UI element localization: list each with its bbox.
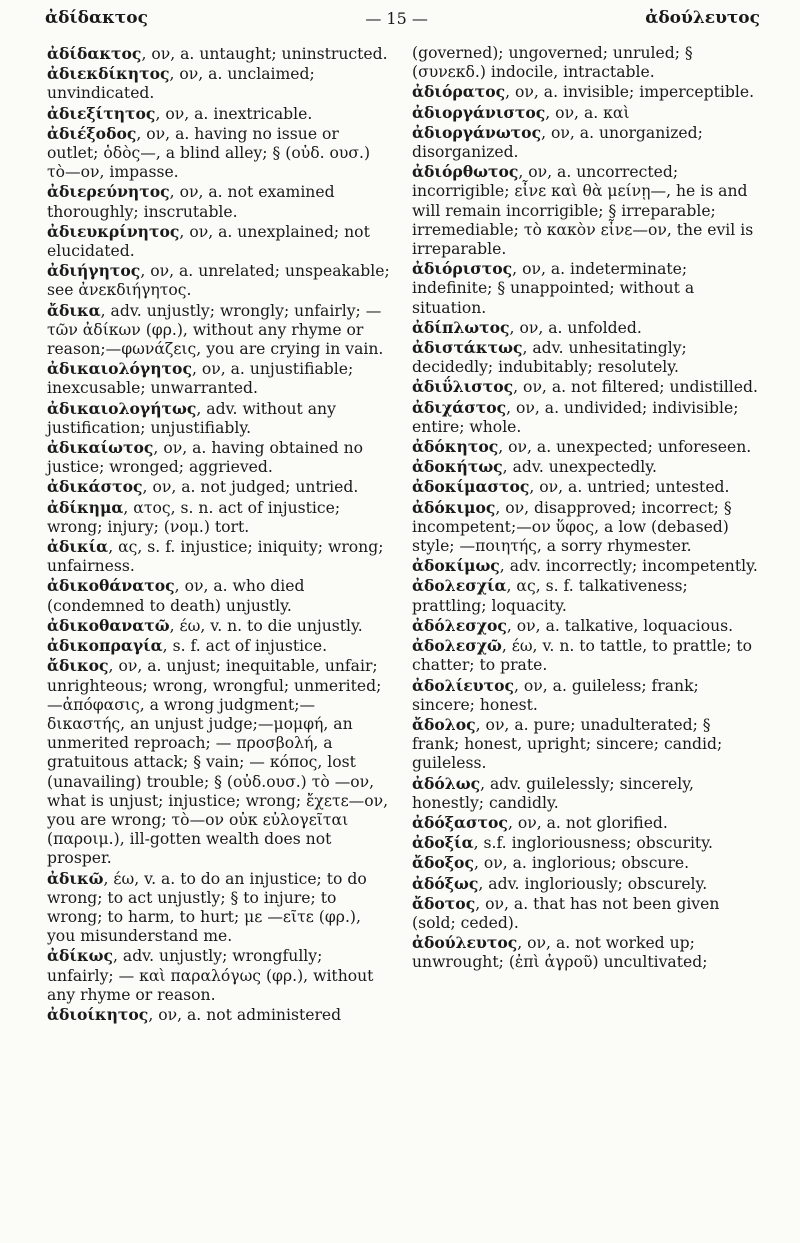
entry-definition: , ας, s. f. injustice; iniquity; wrong; unfairness. <box>47 538 384 576</box>
dictionary-entry <box>47 656 392 868</box>
entry-definition: , ον, a. that has not been given (sold; ceded). <box>412 894 720 932</box>
dictionary-entry <box>47 946 392 1005</box>
entry-headword: ἀδικαίωτος <box>47 438 154 458</box>
entry-definition: , adv. guilelessly; sincerely, honestly; candidly. <box>412 774 694 812</box>
dictionary-entry <box>412 259 760 318</box>
dictionary-entry <box>412 676 760 715</box>
entry-headword: ἄδικος <box>47 656 109 676</box>
page-number: — 15 — <box>365 9 428 29</box>
entry-definition: , ον, a. untried; untested. <box>529 478 730 497</box>
dictionary-entry <box>412 636 760 675</box>
entry-headword: ἀδοκίμως <box>412 556 500 576</box>
entry-headword: ἄδολος <box>412 714 476 734</box>
entry-headword: ἀδόλεσχος <box>412 615 507 635</box>
dictionary-entry <box>412 398 760 437</box>
entry-headword: ἀδιερεύνητος <box>47 182 170 202</box>
entry-definition: , έω, v. n. to die unjustly. <box>169 616 363 635</box>
entry-headword: ἀδιΰλιστος <box>412 377 514 397</box>
entry-headword: ἀδόλως <box>412 773 481 793</box>
entry-headword: ἀδιοργάνιστος <box>412 102 546 122</box>
dictionary-entry <box>412 437 760 457</box>
dictionary-entry <box>47 498 392 537</box>
dictionary-entry <box>47 222 392 261</box>
entry-definition: , ον, a. not glorified. <box>507 813 668 832</box>
entry-definition: , ον, a. pure; unadulterated; § frank; honest, upright; sincere; candid; guileless. <box>412 715 723 773</box>
entry-headword: ἀδιεξίτητος <box>47 103 156 123</box>
entry-definition: , ον, a. having no issue or outlet; ὁδὸς—, a blind alley; § (οὐδ. ουσ.) τὸ—ον, impasse. <box>47 124 371 182</box>
entry-headword: ἀδόκιμος <box>412 497 496 517</box>
entry-headword: ἀδικοπραγία <box>47 636 163 656</box>
entry-headword: ἀδιόριστος <box>412 259 513 279</box>
dictionary-entry <box>47 1005 392 1025</box>
entry-definition: , ον, a. guileless; frank; sincere; honest. <box>412 676 699 714</box>
dictionary-entry <box>412 123 760 162</box>
entry-definition: (governed); ungoverned; unruled; § (συνεκδ.) indocile, intractable. <box>412 44 693 82</box>
entry-headword: ἀδικαιολόγητος <box>47 359 192 379</box>
dictionary-entry <box>47 537 392 576</box>
dictionary-entry <box>47 124 392 183</box>
dictionary-entry <box>412 715 760 774</box>
dictionary-entry <box>412 318 760 338</box>
entry-headword: ἀδικαιολογήτως <box>47 398 197 418</box>
entry-headword: ἀδίπλωτος <box>412 317 510 337</box>
dictionary-entry <box>412 616 760 636</box>
dictionary-entry <box>412 853 760 873</box>
entry-headword: ἀδόκητος <box>412 437 499 457</box>
dictionary-entry <box>47 616 392 636</box>
entry-definition: , adv. unhesitatingly; decidedly; indubitably; resolutely. <box>412 339 687 377</box>
entry-definition: , ον, a. not examined thoroughly; inscrutable. <box>47 183 335 221</box>
dictionary-entry <box>47 261 392 300</box>
entry-headword: ἀδίκως <box>47 946 113 966</box>
header-right-guide-word: ἀδούλευτος <box>645 8 760 29</box>
entry-definition: , ον, a. untaught; uninstructed. <box>141 45 388 63</box>
dictionary-entry <box>412 774 760 813</box>
dictionary-entry <box>412 556 760 576</box>
entry-definition: , ον, a. having obtained no justice; wronged; aggrieved. <box>47 439 364 477</box>
dictionary-entry <box>412 813 760 833</box>
entry-headword: ἄδοτος <box>412 893 476 913</box>
entry-definition: , ον, a. unexpected; unforeseen. <box>498 438 752 457</box>
dictionary-entry <box>47 399 392 438</box>
entry-headword: ἀδοκίμαστος <box>412 477 530 497</box>
dictionary-entry <box>412 82 760 102</box>
dictionary-entry <box>47 438 392 477</box>
dictionary-entry <box>47 44 392 64</box>
dictionary-entry <box>412 894 760 933</box>
entry-definition: , ον, a. inextricable. <box>155 104 313 123</box>
entry-definition: , s. f. act of injustice. <box>162 637 328 656</box>
entry-headword: ἀδικοθανατῶ <box>47 615 170 635</box>
entry-definition: , ον, a. not worked up; unwrought; (ἐπὶ ἀγροῦ) uncultivated; <box>412 934 708 972</box>
entry-definition: , ον, a. unjustifiable; inexcusable; unwarranted. <box>47 360 354 398</box>
entry-definition: , ον, a. unclaimed; unvindicated. <box>47 65 315 103</box>
entry-headword: ἀδιοίκητος <box>47 1004 149 1024</box>
entry-definition: , ον, a. who died (condemned to death) unjustly. <box>47 577 305 615</box>
entry-headword: ἀδιήγητος <box>47 261 141 281</box>
entry-headword: ἄδοξος <box>412 853 474 873</box>
dictionary-entry <box>47 636 392 656</box>
dictionary-entry <box>412 162 760 259</box>
dictionary-entry <box>412 457 760 477</box>
entry-headword: ἀδιόρθωτος <box>412 162 519 182</box>
entry-definition: , ον, a. talkative, loquacious. <box>506 616 734 635</box>
entry-headword: ἀδιστάκτως <box>412 338 523 358</box>
dictionary-entry <box>412 933 760 972</box>
entry-definition: , ον, a. uncorrected; incorrigible; εἶνε καὶ θὰ μείνῃ—, he is and will remain incorrigible; § irreparable; irremediable; τὸ κακὸν εἶνε—ον, the evil is irreparable. <box>412 163 754 259</box>
entry-definition: , ον, disapproved; incorrect; § incompetent;—ον ὕφος, a low (debased) style; —ποιητής, a sorry rhymester. <box>412 498 732 556</box>
entry-definition: , adv. without any justification; unjustifiably. <box>47 399 336 437</box>
entry-definition: , adv. unjustly; wrongly; unfairly; — τῶν ἀδίκων (φρ.), without any rhyme or reason;—φωνάζεις, you are crying in vain. <box>47 301 384 359</box>
entry-definition: , ον, a. undivided; indivisible; entire; whole. <box>412 398 739 436</box>
dictionary-entry <box>47 576 392 615</box>
dictionary-entry <box>47 477 392 497</box>
left-column <box>47 44 392 1025</box>
entry-headword: ἀδοξία <box>412 833 474 853</box>
entry-headword: ἀδίκημα <box>47 497 124 517</box>
header-left-guide-word: ἀδίδακτος <box>45 8 148 29</box>
entry-headword: ἀδιόρατος <box>412 82 506 102</box>
entry-headword: ἀδίδακτος <box>47 44 142 63</box>
entry-headword: ἀδόξαστος <box>412 812 508 832</box>
dictionary-entry <box>412 103 760 123</box>
entry-definition: , ον, a. unjust; inequitable, unfair; unrighteous; wrong, wrongful; unmerited;—ἀπόφασις, a wrong judgment;—δικαστής, an unjust judge;—μομφή, an unmerited reproach; — προσβολή, a gratuitous attack; § vain; — κόπος, lost (unavailing) trouble; § (οὐδ.ουσ.) τὸ —ον, what is unjust; injustice; wrong; ἔχετε—ον, you are wrong; τὸ—ον οὐκ εὐλογεῖται (παροιμ.), ill-gotten wealth does not prosper. <box>47 657 389 868</box>
entry-definition: , ον, a. not filtered; undistilled. <box>513 378 758 397</box>
entry-definition: , ατος, s. n. act of injustice; wrong; injury; (νομ.) tort. <box>47 498 341 536</box>
entry-headword: ἀδιεκδίκητος <box>47 64 170 84</box>
dictionary-entry <box>47 301 392 360</box>
entry-headword: ἀδολεσχία <box>412 576 507 596</box>
dictionary-entry <box>412 477 760 497</box>
entry-definition: , ον, a. not judged; untried. <box>142 478 359 497</box>
entry-definition: , adv. unexpectedly. <box>502 458 657 477</box>
entry-definition: , ας, s. f. talkativeness; prattling; loquacity. <box>412 577 688 615</box>
entry-definition: , ον, a. inglorious; obscure. <box>473 854 690 873</box>
entry-definition: , ον, a. καὶ <box>545 103 630 122</box>
dictionary-entry <box>47 869 392 947</box>
entry-definition: , έω, v. a. to do an injustice; to do wrong; to act unjustly; § to injure; to wrong; to harm, to hurt; με —εῖτε (φρ.), you misunderstand me. <box>47 869 367 946</box>
entry-definition: , ον, a. not administered <box>148 1005 342 1024</box>
entry-headword: ἀδιοργάνωτος <box>412 122 542 142</box>
entry-definition: , ον, a. invisible; imperceptible. <box>505 83 755 102</box>
entry-definition: , s.f. ingloriousness; obscurity. <box>473 834 713 853</box>
entry-definition: , ον, a. unfolded. <box>509 318 642 337</box>
entry-definition: , ον, a. indeterminate; indefinite; § unappointed; without a situation. <box>412 260 695 317</box>
dictionary-entry <box>412 498 760 557</box>
entry-headword: ἀδικοθάνατος <box>47 576 175 596</box>
dictionary-entry <box>47 104 392 124</box>
entry-headword: ἀδοκήτως <box>412 457 503 477</box>
entry-headword: ἄδικα <box>47 300 101 320</box>
entry-definition: , ον, a. unrelated; unspeakable; see ἀνεκδιήγητος. <box>47 262 390 300</box>
entry-headword: ἀδιέξοδος <box>47 123 137 143</box>
dictionary-entry <box>412 576 760 615</box>
dictionary-entry <box>47 182 392 221</box>
entry-definition: , ον, a. unorganized; disorganized. <box>412 123 703 162</box>
entry-headword: ἀδολεσχῶ <box>412 636 502 656</box>
dictionary-entry <box>47 359 392 398</box>
entry-definition: , έω, v. n. to tattle, to prattle; to chatter; to prate. <box>412 637 753 675</box>
dictionary-entry <box>412 44 760 82</box>
dictionary-entry <box>412 377 760 397</box>
dictionary-entry <box>412 833 760 853</box>
entry-definition: , ον, a. unexplained; not elucidated. <box>47 222 370 261</box>
entry-headword: ἀδόξως <box>412 873 479 893</box>
entry-headword: ἀδιευκρίνητος <box>47 221 180 241</box>
dictionary-entry <box>412 338 760 377</box>
right-column <box>412 44 760 973</box>
entry-headword: ἀδικία <box>47 537 109 557</box>
entry-definition: , adv. ingloriously; obscurely. <box>478 874 708 893</box>
entry-headword: ἀδιχάστος <box>412 397 507 417</box>
entry-headword: ἀδούλευτος <box>412 933 518 953</box>
dictionary-entry <box>412 874 760 894</box>
entry-headword: ἀδολίευτος <box>412 675 514 695</box>
entry-definition: , adv. unjustly; wrongfully; unfairly; — καὶ παραλόγως (φρ.), without any rhyme or reason. <box>47 947 374 1004</box>
entry-definition: , adv. incorrectly; incompetently. <box>499 557 758 576</box>
entry-headword: ἀδικῶ <box>47 868 104 888</box>
entry-headword: ἀδικάστος <box>47 477 143 497</box>
page-header <box>45 6 760 32</box>
dictionary-entry <box>47 64 392 103</box>
